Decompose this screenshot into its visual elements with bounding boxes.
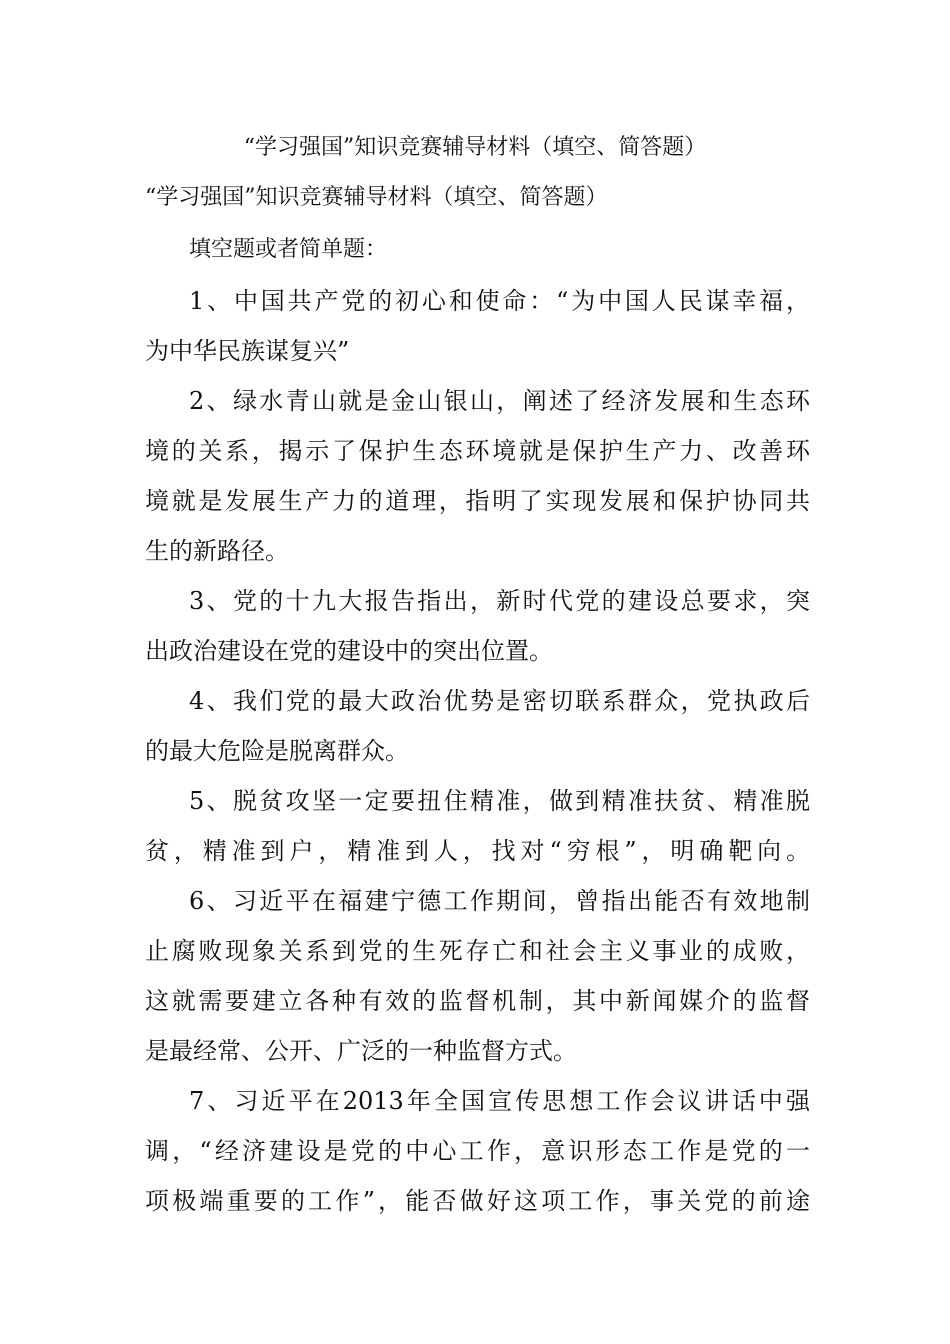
paragraph-2-line-1: 2、绿水青山就是金山银山，阐述了经济发展和生态环 bbox=[189, 387, 810, 415]
paragraph-6-line-2: 止腐败现象关系到党的生死存亡和社会主义事业的成败， bbox=[145, 937, 810, 965]
paragraph-2-line-4: 生的新路径。 bbox=[145, 537, 289, 565]
document-title: “学习强国”知识竞赛辅导材料（填空、简答题） bbox=[243, 135, 707, 160]
paragraph-6-line-4: 是最经常、公开、广泛的一种监督方式。 bbox=[145, 1037, 577, 1065]
paragraph-7-line-3: 项极端重要的工作”，能否做好这项工作，事关党的前途 bbox=[145, 1187, 810, 1215]
paragraph-3-line-2: 出政治建设在党的建设中的突出位置。 bbox=[145, 637, 553, 665]
paragraph-1-line-2: 为中华民族谋复兴” bbox=[145, 337, 350, 365]
paragraph-2-line-3: 境就是发展生产力的道理，指明了实现发展和保护协同共 bbox=[145, 487, 810, 515]
paragraph-3-line-1: 3、党的十九大报告指出，新时代党的建设总要求，突 bbox=[189, 587, 810, 615]
section-heading: 填空题或者简单题： bbox=[189, 237, 388, 262]
paragraph-4-line-1: 4、我们党的最大政治优势是密切联系群众，党执政后 bbox=[189, 687, 810, 715]
paragraph-5-line-1: 5、脱贫攻坚一定要扭住精准，做到精准扶贫、精准脱 bbox=[189, 787, 810, 815]
document-subtitle: “学习强国”知识竞赛辅导材料（填空、简答题） bbox=[145, 185, 608, 210]
paragraph-7-line-1: 7、习近平在2013年全国宣传思想工作会议讲话中强 bbox=[189, 1087, 810, 1115]
paragraph-2-line-2: 境的关系，揭示了保护生态环境就是保护生产力、改善环 bbox=[145, 437, 810, 465]
paragraph-1-line-1: 1、中国共产党的初心和使命：“为中国人民谋幸福， bbox=[189, 287, 810, 315]
paragraph-6-line-3: 这就需要建立各种有效的监督机制，其中新闻媒介的监督 bbox=[145, 987, 810, 1015]
paragraph-4-line-2: 的最大危险是脱离群众。 bbox=[145, 737, 409, 765]
paragraph-5-line-2: 贫，精准到户，精准到人，找对“穷根”，明确靶向。 bbox=[145, 837, 810, 865]
paragraph-7-line-2: 调，“经济建设是党的中心工作，意识形态工作是党的一 bbox=[145, 1137, 810, 1165]
paragraph-6-line-1: 6、习近平在福建宁德工作期间，曾指出能否有效地制 bbox=[189, 887, 810, 915]
